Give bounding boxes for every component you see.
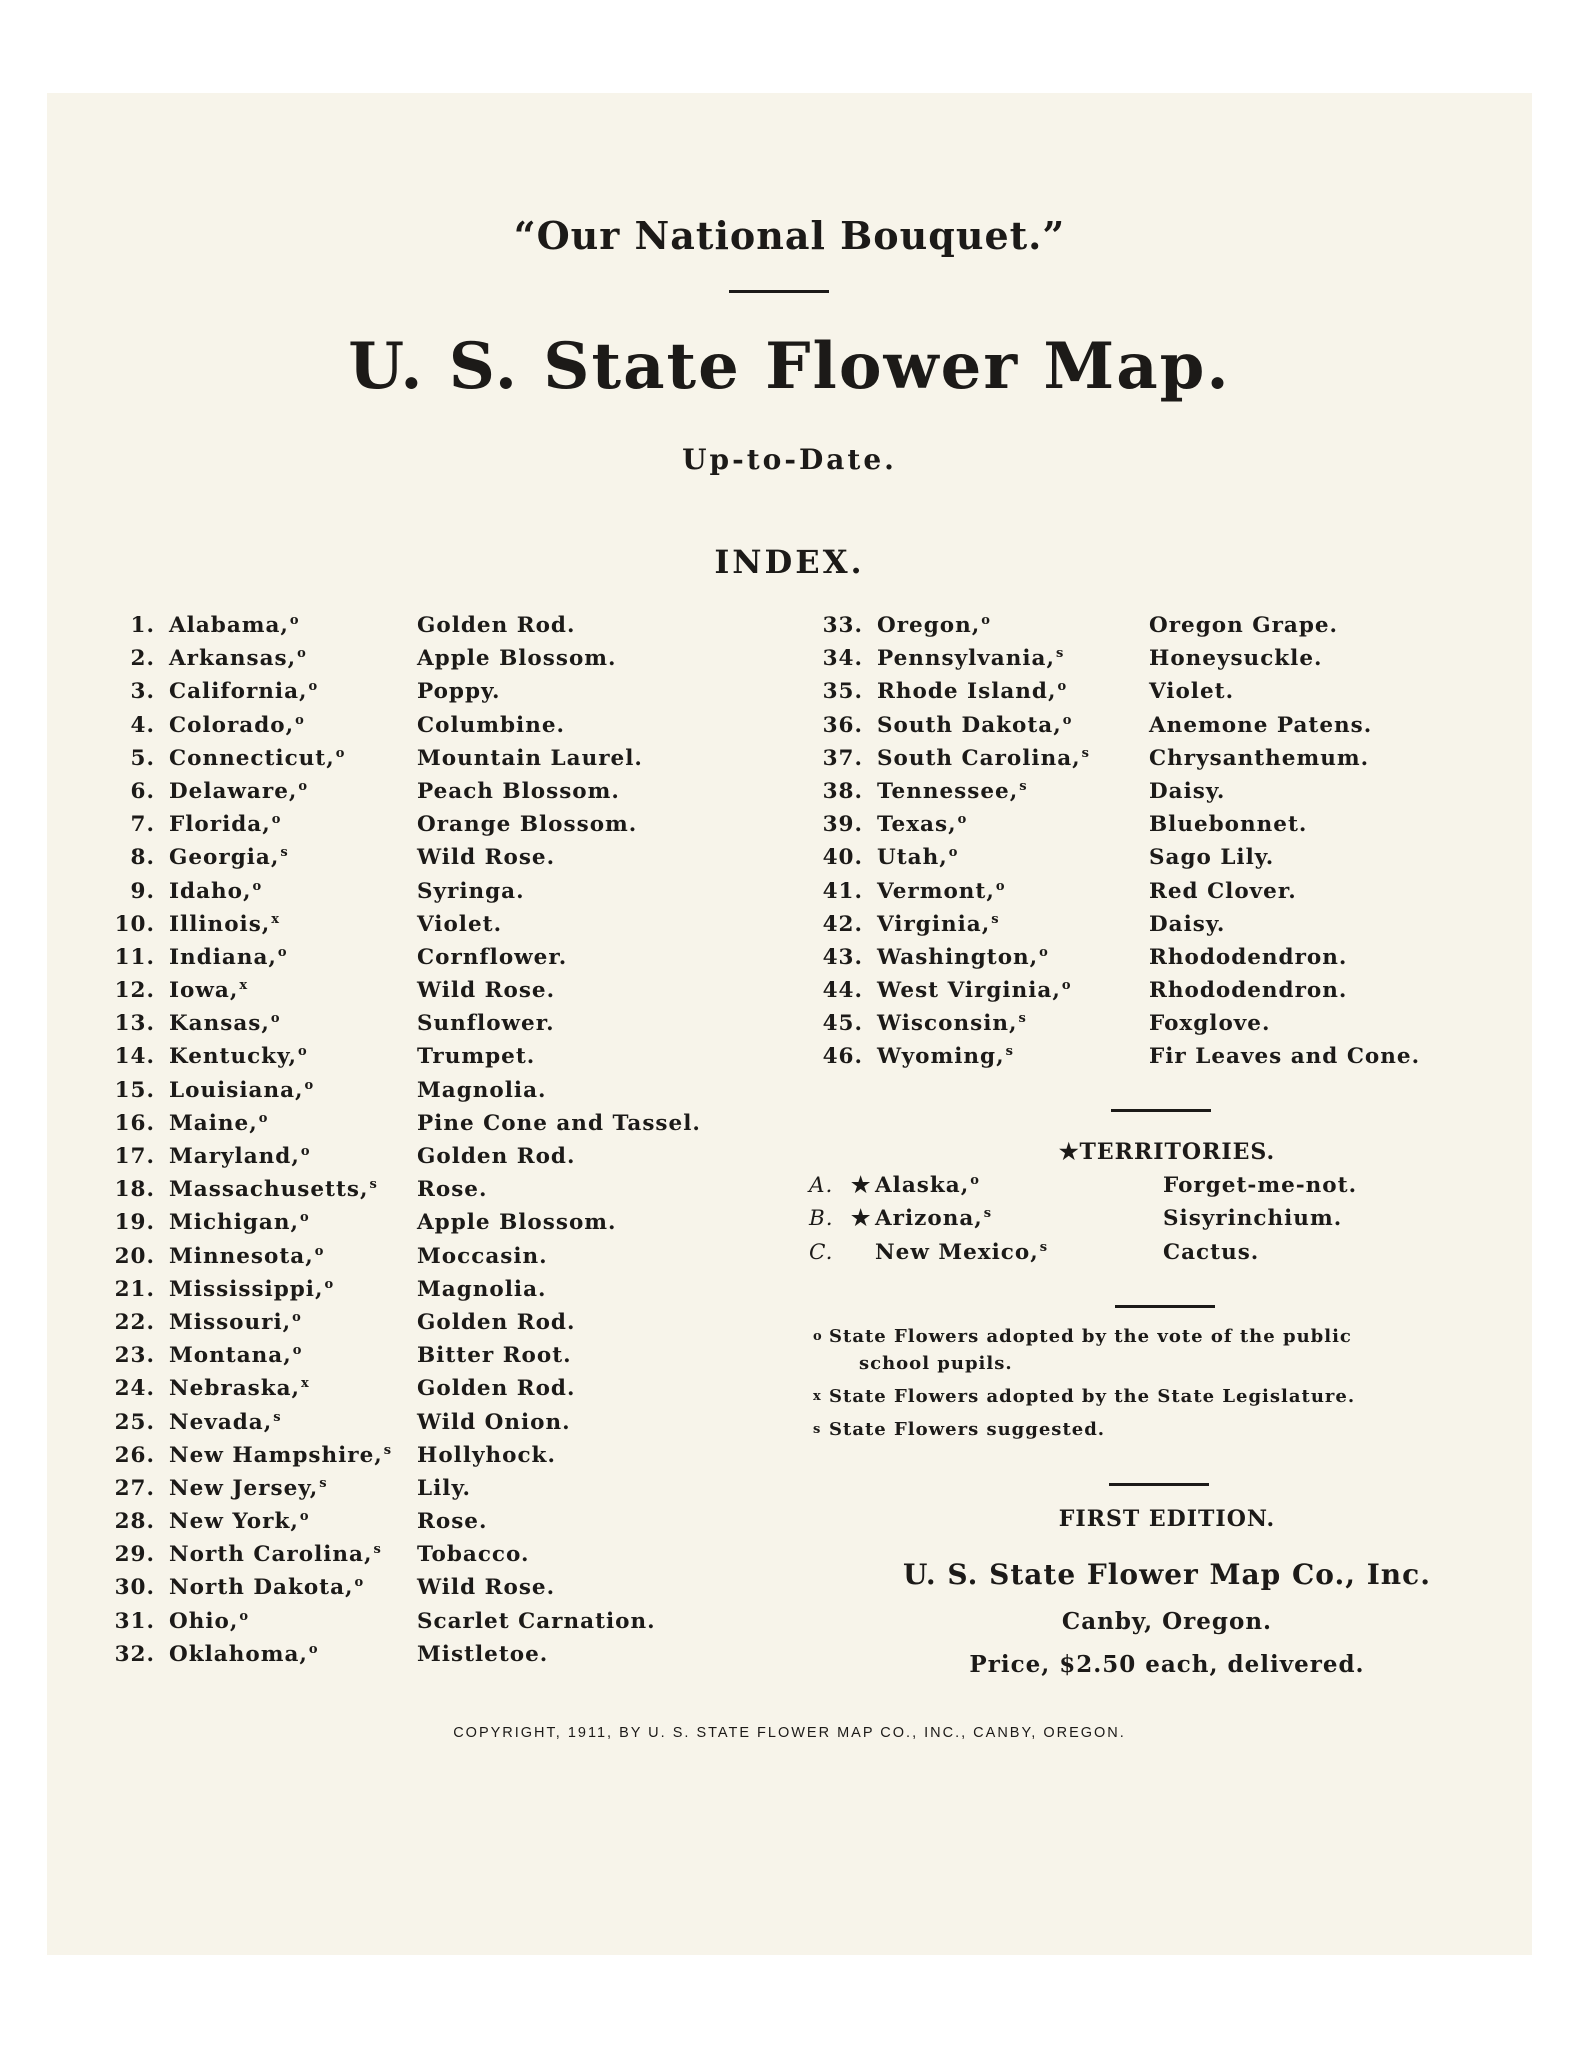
state-number: 38. bbox=[822, 778, 863, 804]
state-name: Colorado, bbox=[169, 712, 295, 738]
adoption-mark: s bbox=[1081, 745, 1090, 761]
adoption-mark: o bbox=[299, 1509, 310, 1525]
legend bbox=[813, 1323, 1513, 1449]
state-flower: Wild Onion. bbox=[417, 1409, 571, 1435]
territory-name: New Mexico, bbox=[875, 1239, 1039, 1265]
state-number: 18. bbox=[114, 1177, 155, 1203]
territory-letter: C. bbox=[809, 1239, 834, 1265]
adoption-mark: o bbox=[1039, 944, 1049, 960]
state-flower: Chrysanthemum. bbox=[1149, 745, 1370, 771]
state-name: South Carolina, bbox=[877, 745, 1081, 771]
adoption-mark: s bbox=[273, 1409, 282, 1425]
state-name-group bbox=[169, 646, 307, 671]
state-flower: Columbine. bbox=[417, 712, 565, 738]
adoption-mark: o bbox=[297, 646, 307, 662]
state-name: Iowa, bbox=[169, 978, 239, 1004]
adoption-mark: x bbox=[301, 1376, 310, 1392]
state-name: Massachusetts, bbox=[169, 1177, 369, 1203]
territory-letter: B. bbox=[809, 1206, 834, 1232]
legend-item bbox=[813, 1383, 1513, 1410]
state-name-group bbox=[169, 779, 308, 804]
state-name-group bbox=[169, 1244, 324, 1269]
state-name-group bbox=[169, 613, 300, 638]
state-number: 41. bbox=[822, 878, 863, 904]
state-name: Ohio, bbox=[169, 1608, 239, 1634]
state-name-group bbox=[169, 1343, 302, 1368]
state-number: 45. bbox=[822, 1011, 863, 1037]
state-number: 23. bbox=[114, 1343, 155, 1369]
state-name: Connecticut, bbox=[169, 745, 335, 771]
state-flower: Peach Blossom. bbox=[417, 778, 620, 804]
state-number: 15. bbox=[114, 1077, 155, 1103]
state-number: 32. bbox=[114, 1641, 155, 1667]
adoption-mark: o bbox=[1057, 679, 1068, 695]
state-name-group bbox=[169, 912, 280, 937]
state-name-group bbox=[169, 679, 318, 704]
state-name: New Jersey, bbox=[169, 1476, 319, 1502]
territory-name-group bbox=[875, 1173, 980, 1198]
state-name: Pennsylvania, bbox=[877, 646, 1055, 672]
state-name-group bbox=[877, 1011, 1027, 1036]
legend-item bbox=[813, 1416, 1513, 1443]
territories-heading: ★TERRITORIES. bbox=[1058, 1139, 1276, 1165]
adoption-mark: x bbox=[271, 911, 281, 927]
state-name: Idaho, bbox=[169, 878, 252, 904]
state-name-group bbox=[877, 945, 1049, 970]
state-name: Arkansas, bbox=[169, 646, 297, 672]
state-flower: Rose. bbox=[417, 1509, 488, 1535]
state-name-group bbox=[169, 746, 345, 771]
adoption-mark: o bbox=[308, 679, 319, 695]
territory-flower: Forget-me-not. bbox=[1163, 1173, 1358, 1198]
state-name-group bbox=[169, 1310, 302, 1335]
state-flower: Rose. bbox=[417, 1177, 488, 1203]
state-flower: Mountain Laurel. bbox=[417, 745, 643, 771]
state-name-group bbox=[169, 1476, 328, 1501]
state-name-group bbox=[877, 646, 1064, 671]
state-name-group bbox=[877, 779, 1028, 804]
adoption-mark: s bbox=[1018, 1011, 1027, 1027]
state-flower: Apple Blossom. bbox=[417, 646, 617, 672]
state-name: New York, bbox=[169, 1509, 299, 1535]
state-flower: Foxglove. bbox=[1149, 1011, 1271, 1037]
state-flower: Moccasin. bbox=[417, 1243, 548, 1269]
state-name-group bbox=[169, 1642, 319, 1667]
legend-text: State Flowers suggested. bbox=[829, 1419, 1106, 1440]
state-flower: Hollyhock. bbox=[417, 1442, 556, 1468]
state-flower: Golden Rod. bbox=[417, 1144, 576, 1169]
state-number: 10. bbox=[114, 911, 155, 937]
state-name-group bbox=[877, 812, 967, 837]
state-number: 12. bbox=[114, 978, 155, 1004]
legend-text: State Flowers adopted by the vote of the public bbox=[829, 1326, 1352, 1347]
state-name: Maryland, bbox=[169, 1144, 300, 1170]
territory-flower: Sisyrinchium. bbox=[1163, 1206, 1343, 1232]
state-name-group bbox=[877, 1044, 1014, 1069]
adoption-mark: o bbox=[314, 1243, 325, 1259]
state-flower: Apple Blossom. bbox=[417, 1210, 617, 1236]
state-name: Utah, bbox=[877, 845, 948, 871]
adoption-mark: o bbox=[258, 1110, 269, 1126]
state-name: Tennessee, bbox=[877, 779, 1019, 805]
edition-label: FIRST EDITION. bbox=[1058, 1506, 1276, 1532]
state-name: Mississippi, bbox=[169, 1276, 324, 1302]
state-name-group bbox=[877, 845, 958, 870]
state-number: 13. bbox=[114, 1011, 155, 1037]
state-name: Minnesota, bbox=[169, 1243, 314, 1269]
state-flower: Daisy. bbox=[1149, 911, 1226, 937]
adoption-mark: o bbox=[277, 944, 288, 960]
state-flower: Scarlet Carnation. bbox=[417, 1608, 656, 1634]
state-name: California, bbox=[169, 679, 308, 705]
state-name-group bbox=[877, 713, 1072, 738]
state-name: Kansas, bbox=[169, 1011, 270, 1037]
legend-symbol: s bbox=[813, 1422, 822, 1437]
state-number: 22. bbox=[114, 1309, 155, 1335]
legend-text: State Flowers adopted by the State Legislature. bbox=[829, 1386, 1356, 1407]
state-number: 31. bbox=[114, 1608, 155, 1634]
state-number: 46. bbox=[822, 1044, 863, 1070]
adoption-mark: s bbox=[1039, 1239, 1049, 1255]
legend-symbol: x bbox=[813, 1389, 822, 1404]
state-name: Oregon, bbox=[877, 613, 981, 639]
state-name: Virginia, bbox=[877, 911, 991, 937]
state-flower: Wild Rose. bbox=[417, 1575, 556, 1601]
state-flower: Oregon Grape. bbox=[1149, 613, 1339, 638]
state-flower: Daisy. bbox=[1149, 778, 1226, 804]
state-number: 19. bbox=[114, 1210, 155, 1236]
tagline: “Our National Bouquet.” bbox=[513, 213, 1066, 258]
state-name-group bbox=[169, 845, 289, 870]
state-name: Delaware, bbox=[169, 779, 298, 805]
state-flower: Honeysuckle. bbox=[1149, 646, 1323, 672]
state-name-group bbox=[877, 978, 1071, 1003]
state-flower: Lily. bbox=[417, 1475, 471, 1501]
state-flower: Bitter Root. bbox=[417, 1343, 572, 1369]
adoption-mark: s bbox=[280, 845, 289, 861]
state-flower: Wild Rose. bbox=[417, 845, 556, 871]
state-name-group bbox=[169, 945, 288, 970]
state-name: Indiana, bbox=[169, 945, 277, 971]
state-name: Wisconsin, bbox=[877, 1011, 1018, 1037]
state-name: West Virginia, bbox=[877, 978, 1061, 1004]
state-number: 39. bbox=[822, 812, 863, 838]
state-flower: Red Clover. bbox=[1149, 878, 1297, 904]
state-name: Louisiana, bbox=[169, 1077, 304, 1103]
state-number: 35. bbox=[822, 679, 863, 705]
state-flower: Rhododendron. bbox=[1149, 944, 1348, 970]
state-name: Vermont, bbox=[877, 878, 995, 904]
state-name-group bbox=[169, 879, 262, 904]
state-name-group bbox=[169, 1144, 310, 1169]
index-heading: INDEX. bbox=[714, 543, 865, 581]
adoption-mark: s bbox=[983, 1206, 993, 1222]
territory-name: Arizona, bbox=[875, 1206, 983, 1232]
state-name: Nebraska, bbox=[169, 1376, 301, 1402]
state-name-group bbox=[169, 1277, 334, 1302]
state-flower: Wild Rose. bbox=[417, 978, 556, 1004]
state-number: 16. bbox=[114, 1110, 155, 1136]
state-name-group bbox=[169, 1111, 268, 1136]
page-title: U. S. State Flower Map. bbox=[348, 329, 1231, 404]
territory-star: ★ bbox=[851, 1206, 872, 1232]
adoption-mark: o bbox=[1062, 712, 1073, 728]
adoption-mark: o bbox=[300, 1144, 311, 1159]
divider-rule bbox=[729, 290, 829, 293]
adoption-mark: s bbox=[383, 1442, 393, 1458]
state-flower: Golden Rod. bbox=[417, 1309, 576, 1335]
adoption-mark: o bbox=[1061, 978, 1072, 994]
divider-rule bbox=[1115, 1305, 1215, 1308]
state-name: Missouri, bbox=[169, 1310, 292, 1336]
state-number: 21. bbox=[114, 1276, 155, 1302]
price-text: Price, $2.50 each, delivered. bbox=[969, 1651, 1365, 1678]
state-name: Alabama, bbox=[169, 613, 289, 639]
state-number: 28. bbox=[114, 1509, 155, 1535]
state-name-group bbox=[169, 1609, 249, 1634]
state-flower: Mistletoe. bbox=[417, 1641, 549, 1667]
state-name: Oklahoma, bbox=[169, 1641, 308, 1667]
territory-name-group bbox=[875, 1206, 992, 1231]
adoption-mark: o bbox=[270, 1011, 281, 1027]
adoption-mark: o bbox=[298, 1044, 308, 1060]
state-number: 43. bbox=[822, 944, 863, 970]
territory-name-group bbox=[875, 1240, 1048, 1265]
adoption-mark: o bbox=[304, 1077, 315, 1093]
state-name-group bbox=[169, 1575, 364, 1600]
state-number: 42. bbox=[822, 911, 863, 937]
state-number: 20. bbox=[114, 1243, 155, 1269]
adoption-mark: o bbox=[335, 745, 346, 761]
state-number: 6. bbox=[130, 778, 155, 804]
state-flower: Poppy. bbox=[417, 679, 501, 705]
territory-star: ★ bbox=[851, 1173, 872, 1198]
territory-flower: Cactus. bbox=[1163, 1239, 1260, 1265]
state-number: 36. bbox=[822, 712, 863, 738]
adoption-mark: o bbox=[995, 878, 1006, 894]
adoption-mark: o bbox=[324, 1276, 335, 1292]
state-name: Nevada, bbox=[169, 1409, 273, 1435]
state-name-group bbox=[877, 879, 1006, 904]
company-name: U. S. State Flower Map Co., Inc. bbox=[903, 1558, 1431, 1591]
state-name: Wyoming, bbox=[877, 1044, 1005, 1070]
state-name: Kentucky, bbox=[169, 1044, 297, 1070]
state-number: 40. bbox=[822, 845, 863, 871]
map-index-sheet bbox=[47, 93, 1532, 1955]
state-name: Georgia, bbox=[169, 845, 280, 871]
state-flower: Anemone Patens. bbox=[1149, 712, 1373, 738]
adoption-mark: o bbox=[295, 712, 305, 728]
state-number: 2. bbox=[130, 646, 155, 672]
adoption-mark: s bbox=[373, 1542, 382, 1558]
state-name: North Carolina, bbox=[169, 1542, 373, 1568]
state-name: Florida, bbox=[169, 812, 271, 838]
state-flower: Rhododendron. bbox=[1149, 978, 1348, 1004]
state-number: 27. bbox=[114, 1475, 155, 1501]
state-number: 30. bbox=[114, 1575, 155, 1601]
state-name: North Dakota, bbox=[169, 1575, 354, 1601]
state-name: Washington, bbox=[877, 945, 1039, 971]
adoption-mark: o bbox=[354, 1575, 365, 1591]
state-number: 29. bbox=[114, 1542, 155, 1568]
adoption-mark: o bbox=[948, 845, 959, 861]
company-location: Canby, Oregon. bbox=[1061, 1608, 1273, 1635]
state-name-group bbox=[877, 679, 1067, 704]
state-number: 26. bbox=[114, 1442, 155, 1468]
state-number: 37. bbox=[822, 745, 863, 771]
state-name: New Hampshire, bbox=[169, 1442, 383, 1468]
adoption-mark: o bbox=[271, 812, 282, 828]
state-flower: Tobacco. bbox=[417, 1542, 530, 1568]
state-flower: Trumpet. bbox=[417, 1044, 536, 1070]
state-name: Rhode Island, bbox=[877, 679, 1057, 705]
divider-rule bbox=[1111, 1109, 1211, 1112]
adoption-mark: o bbox=[970, 1173, 980, 1188]
state-flower: Pine Cone and Tassel. bbox=[417, 1110, 701, 1136]
state-number: 3. bbox=[130, 679, 155, 705]
adoption-mark: o bbox=[957, 812, 968, 828]
state-name: Illinois, bbox=[169, 911, 271, 937]
state-name-group bbox=[169, 812, 281, 837]
state-flower: Violet. bbox=[417, 911, 503, 937]
state-name-group bbox=[169, 1410, 282, 1435]
state-number: 7. bbox=[130, 812, 155, 838]
state-number: 17. bbox=[114, 1144, 155, 1169]
state-name-group bbox=[169, 1443, 392, 1468]
adoption-mark: o bbox=[298, 778, 309, 794]
state-flower: Magnolia. bbox=[417, 1077, 547, 1103]
state-name-group bbox=[169, 1542, 382, 1567]
adoption-mark: s bbox=[1005, 1044, 1014, 1060]
state-name-group bbox=[169, 713, 305, 738]
state-name-group bbox=[169, 978, 248, 1003]
territory-letter: A. bbox=[809, 1173, 834, 1198]
state-name: Montana, bbox=[169, 1343, 292, 1369]
legend-symbol: o bbox=[813, 1329, 823, 1344]
adoption-mark: o bbox=[292, 1343, 303, 1359]
state-flower: Violet. bbox=[1149, 679, 1235, 705]
state-name: Maine, bbox=[169, 1110, 258, 1136]
adoption-mark: x bbox=[239, 978, 249, 994]
state-name-group bbox=[169, 1044, 308, 1069]
state-name-group bbox=[169, 1210, 310, 1235]
state-flower: Sunflower. bbox=[417, 1011, 555, 1037]
state-flower: Magnolia. bbox=[417, 1276, 547, 1302]
adoption-mark: o bbox=[981, 613, 991, 628]
state-flower: Sago Lily. bbox=[1149, 845, 1275, 871]
state-name: South Dakota, bbox=[877, 712, 1062, 738]
state-number: 5. bbox=[130, 745, 155, 771]
state-name-group bbox=[169, 1011, 281, 1036]
state-number: 25. bbox=[114, 1409, 155, 1435]
state-name-group bbox=[169, 1376, 310, 1401]
adoption-mark: o bbox=[292, 1309, 302, 1325]
adoption-mark: s bbox=[1019, 778, 1028, 794]
state-name-group bbox=[877, 613, 991, 638]
state-flower: Fir Leaves and Cone. bbox=[1149, 1044, 1421, 1070]
territory-name: Alaska, bbox=[875, 1173, 970, 1199]
state-number: 14. bbox=[114, 1044, 155, 1070]
state-number: 34. bbox=[822, 646, 863, 672]
state-flower: Orange Blossom. bbox=[417, 812, 638, 838]
state-name-group bbox=[169, 1509, 310, 1534]
divider-rule bbox=[1109, 1483, 1209, 1486]
state-name-group bbox=[877, 746, 1090, 771]
state-name: Michigan, bbox=[169, 1210, 299, 1236]
adoption-mark: s bbox=[991, 911, 1000, 927]
legend-item bbox=[813, 1323, 1513, 1377]
state-number: 44. bbox=[822, 978, 863, 1004]
adoption-mark: s bbox=[319, 1475, 328, 1491]
adoption-mark: s bbox=[369, 1177, 378, 1193]
state-name-group bbox=[169, 1177, 378, 1202]
state-flower: Golden Rod. bbox=[417, 613, 576, 638]
legend-text-continued: school pupils. bbox=[859, 1353, 1013, 1374]
state-number: 8. bbox=[130, 845, 155, 871]
state-number: 4. bbox=[130, 712, 155, 738]
state-number: 33. bbox=[822, 613, 863, 638]
state-number: 11. bbox=[114, 944, 155, 970]
copyright-notice: COPYRIGHT, 1911, BY U. S. STATE FLOWER MAP CO., INC., CANBY, OREGON. bbox=[453, 1725, 1126, 1741]
subtitle: Up-to-Date. bbox=[682, 443, 897, 476]
state-number: 1. bbox=[130, 613, 155, 638]
adoption-mark: o bbox=[308, 1641, 319, 1657]
state-flower: Syringa. bbox=[417, 878, 525, 904]
state-flower: Golden Rod. bbox=[417, 1376, 576, 1402]
adoption-mark: o bbox=[289, 613, 300, 628]
state-number: 24. bbox=[114, 1376, 155, 1402]
state-name-group bbox=[877, 912, 1000, 937]
adoption-mark: s bbox=[1055, 646, 1065, 662]
state-name: Texas, bbox=[877, 812, 957, 838]
state-flower: Bluebonnet. bbox=[1149, 812, 1308, 838]
adoption-mark: o bbox=[239, 1608, 250, 1624]
adoption-mark: o bbox=[299, 1210, 310, 1226]
state-number: 9. bbox=[130, 878, 155, 904]
state-flower: Cornflower. bbox=[417, 944, 568, 970]
state-name-group bbox=[169, 1078, 314, 1103]
adoption-mark: o bbox=[252, 878, 263, 894]
